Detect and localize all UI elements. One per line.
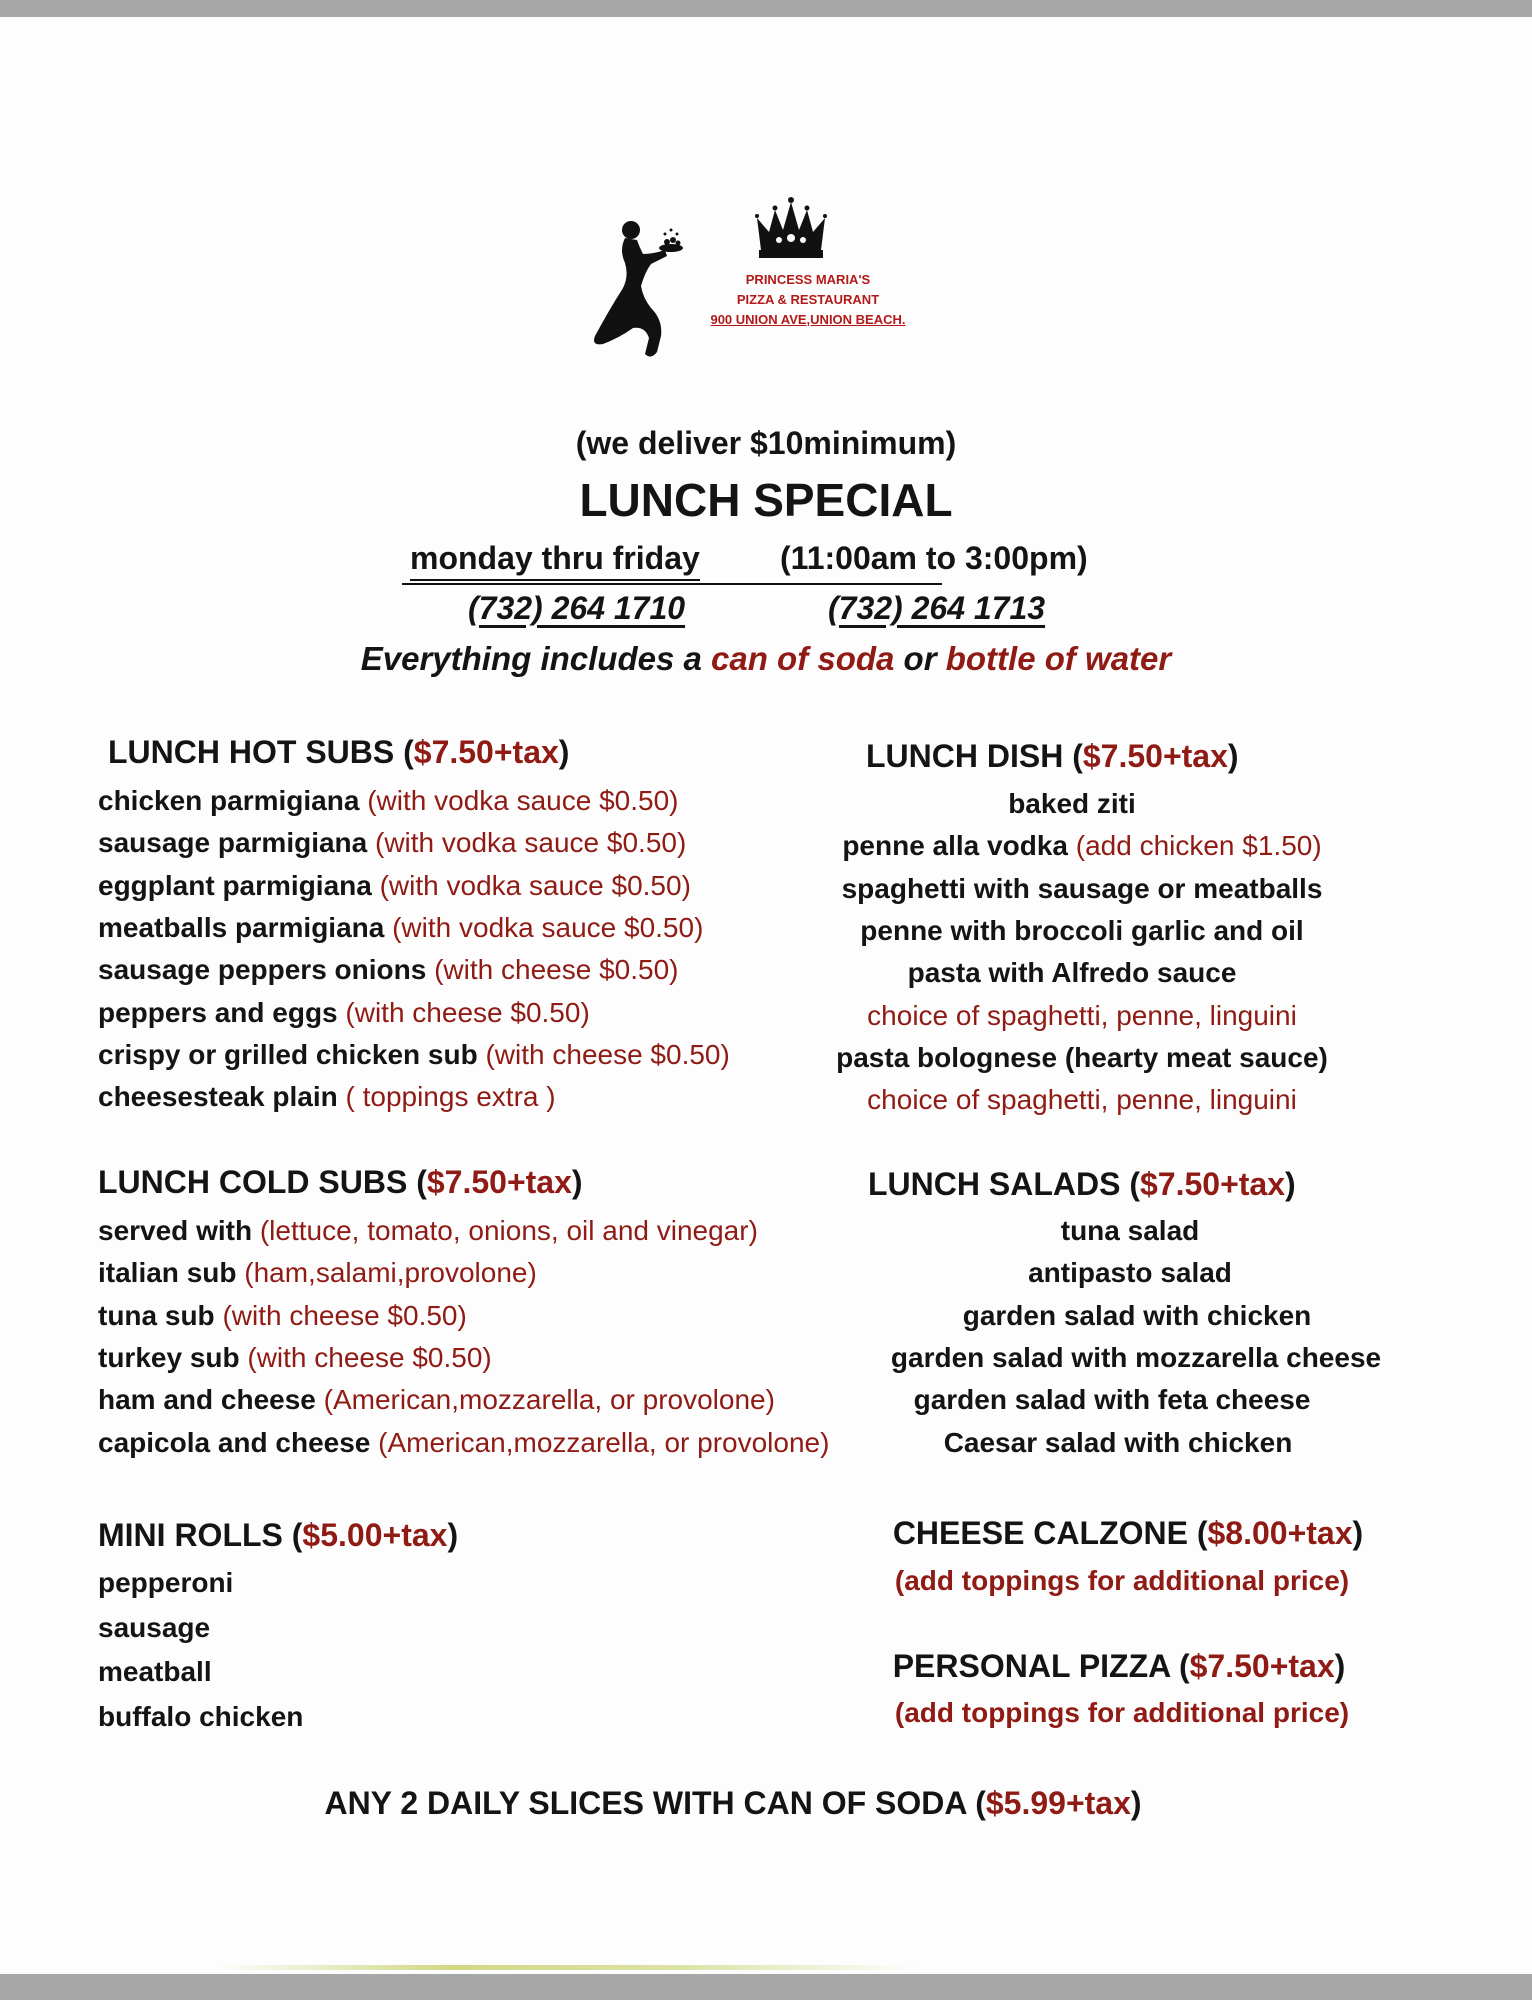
hot-subs-item-name: peppers and eggs — [98, 996, 346, 1028]
mini-rolls-title-text — [98, 1517, 458, 1553]
cold-subs-item — [98, 1427, 829, 1459]
salads-item-text — [1061, 1215, 1199, 1247]
salads-title-label: LUNCH SALADS ( — [868, 1166, 1140, 1202]
dish-item-note: (hearty meat sauce) — [1064, 1041, 1328, 1073]
cold-subs-item — [98, 1384, 775, 1416]
mini-rolls-item — [98, 1701, 303, 1733]
hot-subs-item — [98, 870, 691, 902]
mini-rolls-item-text — [98, 1656, 212, 1687]
hot-subs-item — [98, 954, 678, 986]
schedule-underline — [402, 583, 942, 585]
salads-item-text — [963, 1300, 1312, 1332]
cold-subs-item-name: tuna sub — [98, 1299, 223, 1331]
dish-item-note: choice of spaghetti, penne, linguini — [867, 999, 1297, 1031]
cold-subs-item-name: capicola and cheese — [98, 1426, 379, 1458]
dish-item-name: penne with broccoli garlic and oil — [860, 914, 1304, 946]
pizza-title-text — [893, 1648, 1346, 1685]
hot-subs-item — [98, 827, 686, 859]
cold-subs-item-name: italian sub — [98, 1257, 245, 1289]
cold-subs-item-note: (ham,salami,provolone) — [244, 1257, 537, 1289]
hot-subs-item-name: chicken parmigiana — [98, 785, 368, 816]
cold-subs-item-name: turkey sub — [98, 1341, 248, 1373]
slices-title-close: ) — [1130, 1785, 1142, 1821]
hot-subs-item — [98, 785, 679, 817]
cold-subs-item-text — [98, 1300, 467, 1331]
cold-subs-item — [98, 1215, 758, 1247]
hot-subs-item-name: crispy or grilled chicken sub — [98, 1038, 486, 1070]
pizza-note-label: (add toppings for additional price) — [894, 1697, 1350, 1728]
salads-title-close: ) — [1285, 1166, 1296, 1202]
dish-item-name: pasta with Alfredo sauce — [907, 957, 1237, 989]
mini-rolls-title-close: ) — [447, 1517, 459, 1553]
schedule-hours: (11:00am to 3:00pm) — [780, 540, 1088, 576]
phone-number-2[interactable]: (732) 264 1713 — [828, 590, 1046, 626]
hot-subs-title-price: $7.50+tax — [413, 734, 559, 770]
hot-subs-item-text — [98, 954, 678, 985]
cold-subs-item-name: ham and cheese — [98, 1384, 324, 1416]
calzone-title-close: ) — [1352, 1515, 1364, 1551]
dish-title-price: $7.50+tax — [1082, 738, 1228, 774]
dish-title-text — [866, 738, 1239, 774]
hot-subs-item-note: (with cheese $0.50) — [485, 1038, 730, 1070]
pizza-title-close: ) — [1334, 1648, 1346, 1684]
cold-subs-title-text — [98, 1164, 583, 1200]
pizza-note-text — [895, 1697, 1349, 1729]
logo-name: PRINCESS MARIA'S — [745, 272, 871, 287]
dish-title-label: LUNCH DISH ( — [866, 738, 1083, 774]
salads-item-name: garden salad with chicken — [962, 1299, 1312, 1331]
top-frame-bar — [0, 0, 1532, 17]
cold-subs-item — [98, 1257, 537, 1289]
calzone-note-text — [895, 1565, 1349, 1597]
hot-subs-item-note: (with vodka sauce $0.50) — [367, 785, 679, 816]
crown-icon — [755, 197, 827, 258]
dish-item-note: choice of spaghetti, penne, linguini — [867, 1084, 1297, 1116]
page-title: LUNCH SPECIAL — [579, 474, 953, 526]
slices-title-text — [324, 1785, 1141, 1822]
mini-rolls-item — [98, 1567, 233, 1599]
dish-item-name: spaghetti with sausage or meatballs — [841, 872, 1323, 904]
pizza-title-price: $7.50+tax — [1189, 1648, 1335, 1684]
dish-item-text — [867, 1084, 1297, 1116]
slices-title-price: $5.99+tax — [985, 1785, 1131, 1821]
hot-subs-item — [98, 1081, 556, 1113]
mini-rolls-title-label: MINI ROLLS ( — [98, 1517, 303, 1553]
logo-address: 900 UNION AVE,UNION BEACH. — [710, 312, 906, 327]
dish-item-text — [867, 1000, 1297, 1032]
pizza-title-label: PERSONAL PIZZA ( — [892, 1648, 1190, 1684]
calzone-title-label: CHEESE CALZONE ( — [892, 1515, 1208, 1551]
hot-subs-title-label: LUNCH HOT SUBS ( — [108, 734, 414, 770]
salads-item-name: tuna salad — [1060, 1215, 1200, 1246]
dish-item-text — [836, 1042, 1328, 1074]
salads-title-text — [868, 1166, 1296, 1202]
dish-item-text — [1008, 788, 1136, 820]
delivery-note: (we deliver $10minimum) — [575, 425, 957, 461]
hot-subs-item — [98, 1039, 730, 1071]
hot-subs-item-note: (with cheese $0.50) — [434, 954, 679, 986]
cold-subs-item-name: served with — [98, 1215, 260, 1246]
phone-number-1[interactable]: (732) 264 1710 — [468, 590, 686, 626]
mini-rolls-item-name: pepperoni — [98, 1567, 234, 1598]
logo-subtitle: PIZZA & RESTAURANT — [736, 292, 880, 307]
dish-item-text — [842, 830, 1321, 862]
bottom-frame-bar — [0, 1974, 1532, 2000]
hot-subs-item-text — [98, 1081, 556, 1112]
mini-rolls-item-name: meatball — [98, 1656, 212, 1688]
hot-subs-item-text — [98, 870, 691, 901]
salads-item-text — [944, 1427, 1293, 1459]
dish-title-close: ) — [1227, 738, 1239, 774]
salads-title — [868, 1166, 1296, 1203]
calzone-title-text — [893, 1515, 1363, 1552]
salads-item-name: antipasto salad — [1028, 1257, 1232, 1289]
hot-subs-item-note: (with vodka sauce $0.50) — [379, 869, 691, 901]
hot-subs-item-text — [98, 1039, 730, 1070]
dish-item-text — [842, 873, 1323, 905]
salads-title-price: $7.50+tax — [1139, 1166, 1285, 1202]
calzone-title-price: $8.00+tax — [1207, 1515, 1353, 1551]
hot-subs-item-name: sausage parmigiana — [98, 827, 376, 859]
princess-silhouette-icon — [594, 221, 683, 357]
mini-rolls-item-text — [98, 1701, 303, 1732]
mini-rolls-item-text — [98, 1567, 233, 1598]
cold-subs-item — [98, 1342, 492, 1374]
hot-subs-item-text — [98, 912, 703, 943]
mini-rolls-item — [98, 1612, 210, 1644]
salads-item-text — [914, 1384, 1311, 1416]
mini-rolls-item-text — [98, 1612, 210, 1643]
hot-subs-item-name: cheesesteak plain — [98, 1081, 346, 1113]
salads-item-text — [891, 1342, 1381, 1374]
cold-subs-item-text — [98, 1215, 758, 1246]
hot-subs-item-note: ( toppings extra ) — [345, 1081, 556, 1113]
cold-subs-title-price: $7.50+tax — [426, 1164, 572, 1200]
salads-item-name: garden salad with feta cheese — [913, 1384, 1311, 1416]
mini-rolls-item-name: sausage — [98, 1611, 211, 1643]
cold-subs-item-note: (American,mozzarella, or provolone) — [378, 1426, 830, 1458]
cold-subs-item-text — [98, 1427, 829, 1458]
hot-subs-item — [98, 912, 703, 944]
dish-title — [866, 738, 1239, 775]
salads-item-name: Caesar salad with chicken — [943, 1426, 1293, 1458]
scan-streak — [218, 1965, 918, 1970]
cold-subs-item-note: (American,mozzarella, or provolone) — [323, 1384, 775, 1416]
mini-rolls-item — [98, 1656, 212, 1688]
cold-subs-item-note: (lettuce, tomato, onions, oil and vinegar) — [259, 1215, 758, 1246]
tagline: Everything includes a can of soda or bottle of water — [360, 640, 1172, 677]
cold-subs-item-text — [98, 1342, 492, 1373]
dish-item-name: pasta bolognese — [836, 1041, 1065, 1073]
hot-subs-title-text — [108, 734, 569, 770]
dish-item-name: baked ziti — [1008, 788, 1136, 819]
hot-subs-item-name: eggplant parmigiana — [98, 869, 380, 901]
cold-subs-title-label: LUNCH COLD SUBS ( — [98, 1164, 427, 1200]
dish-item-text — [908, 957, 1237, 989]
hot-subs-title-close: ) — [558, 734, 570, 770]
cold-subs-item-text — [98, 1257, 537, 1288]
cold-subs-item-note: (with cheese $0.50) — [247, 1341, 492, 1373]
hot-subs-item-note: (with vodka sauce $0.50) — [392, 911, 704, 943]
mini-rolls-item-name: buffalo chicken — [98, 1701, 304, 1733]
cold-subs-title-close: ) — [571, 1164, 583, 1200]
hot-subs-item-note: (with vodka sauce $0.50) — [375, 827, 687, 859]
hot-subs-item-name: sausage peppers onions — [98, 954, 435, 986]
mini-rolls-title-price: $5.00+tax — [302, 1517, 448, 1553]
calzone-note-label: (add toppings for additional price) — [894, 1565, 1350, 1596]
hot-subs-item-text — [98, 827, 686, 858]
cold-subs-item-text — [98, 1384, 775, 1415]
mini-rolls-title — [98, 1517, 458, 1554]
hot-subs-item-text — [98, 785, 679, 816]
logo-text — [688, 270, 928, 330]
hot-subs-item-note: (with cheese $0.50) — [345, 996, 590, 1028]
dish-item-note: (add chicken $1.50) — [1075, 830, 1322, 862]
slices-title-label: ANY 2 DAILY SLICES WITH CAN OF SODA ( — [324, 1785, 986, 1821]
hot-subs-item — [98, 997, 590, 1029]
hot-subs-item-name: meatballs parmigiana — [98, 911, 393, 943]
cold-subs-title — [98, 1164, 583, 1201]
cold-subs-item-note: (with cheese $0.50) — [222, 1299, 467, 1331]
cold-subs-item — [98, 1300, 467, 1332]
salads-item-text — [1028, 1257, 1232, 1289]
dish-item-text — [860, 915, 1303, 947]
salads-item-name: garden salad with mozzarella cheese — [890, 1341, 1382, 1373]
hot-subs-item-text — [98, 997, 590, 1028]
schedule-days: monday thru friday — [410, 540, 700, 581]
dish-item-name: penne alla vodka — [842, 830, 1076, 862]
hot-subs-title — [108, 734, 569, 771]
